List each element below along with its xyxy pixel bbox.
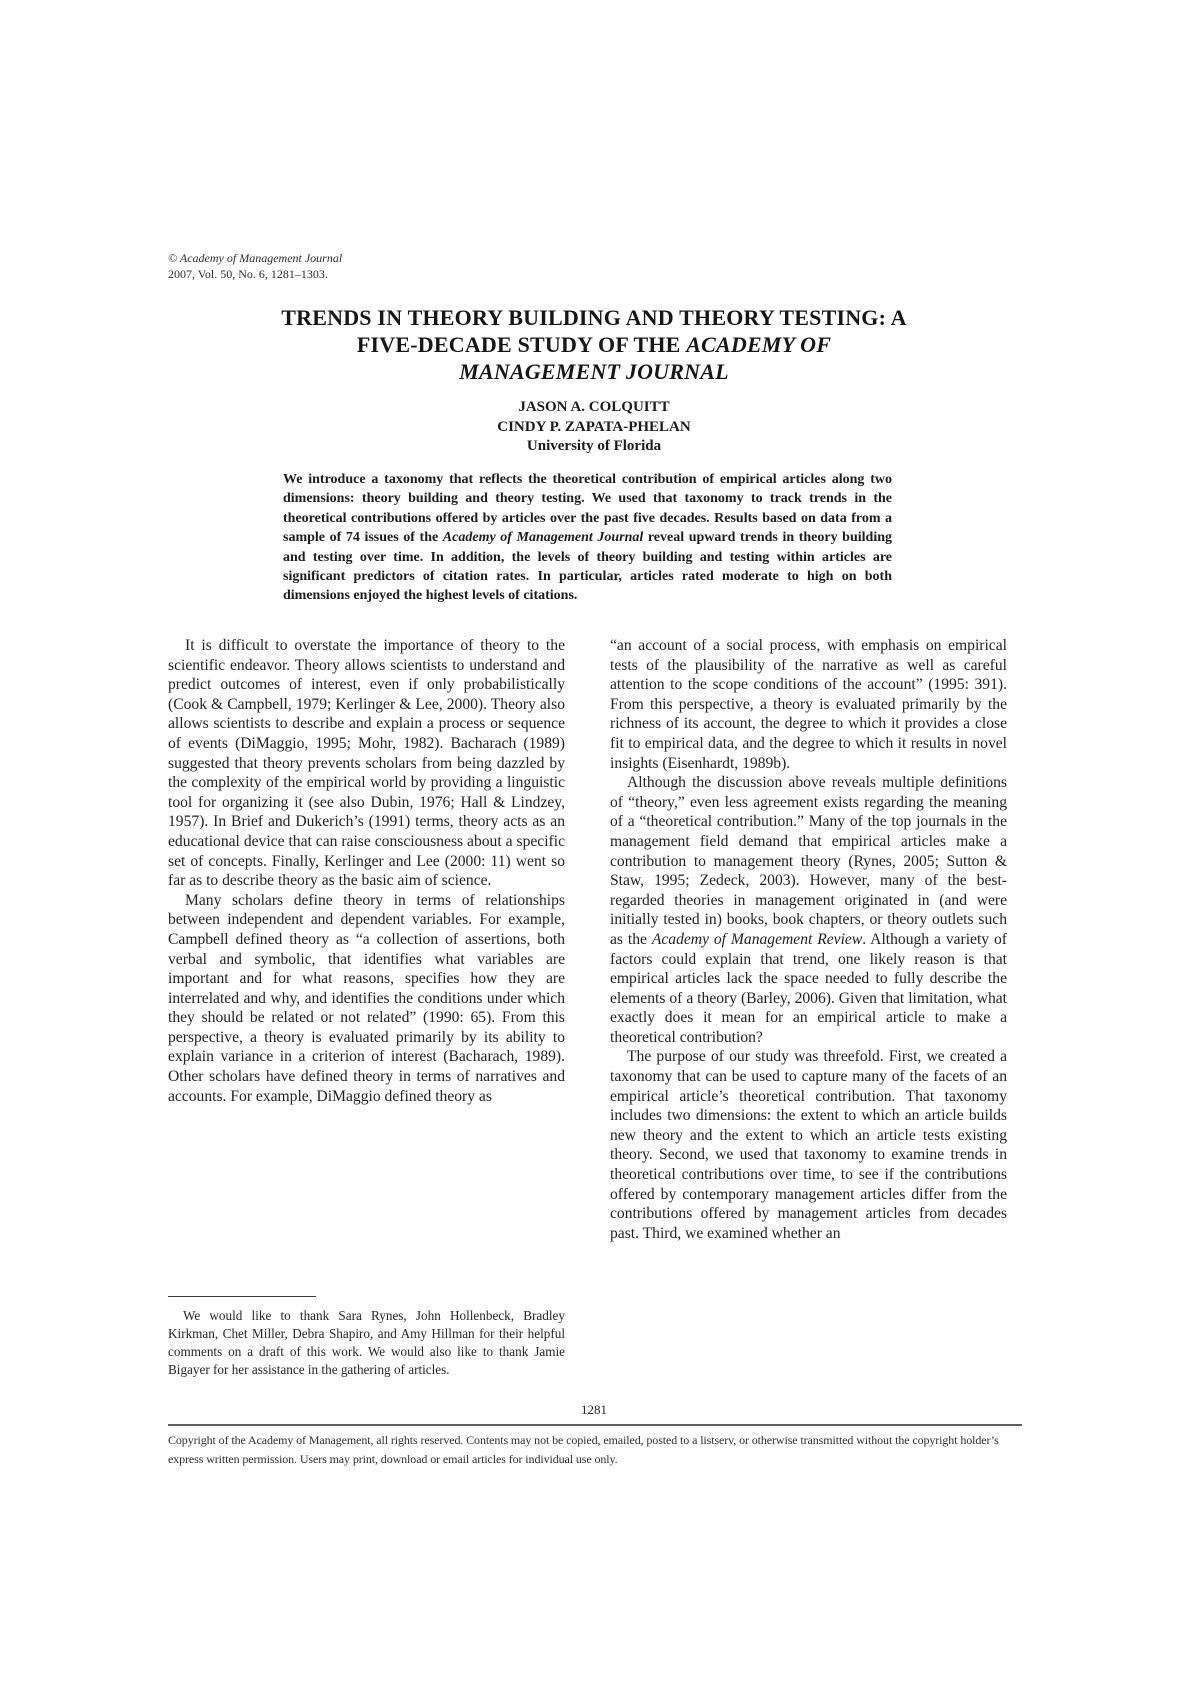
journal-issue-line: 2007, Vol. 50, No. 6, 1281–1303.	[168, 266, 328, 281]
journal-copyright-line: © Academy of Management Journal	[168, 251, 343, 265]
right-column	[610, 636, 1007, 1243]
author-affiliation: University of Florida	[526, 438, 662, 454]
author-name-1: JASON A. COLQUITT	[518, 399, 670, 415]
article-title	[168, 304, 1020, 385]
title-line-1: TRENDS IN THEORY BUILDING AND THEORY TESTING: A	[281, 305, 907, 330]
footer-divider	[168, 1424, 1022, 1426]
acknowledgments-footnote: We would like to thank Sara Rynes, John Hollenbeck, Bradley Kirkman, Chet Miller, Debra Shapiro, and Amy Hillman for their helpful comments on a draft of this work. We would also like to thank Jamie Bigayer for her assistance in the gathering of articles.	[168, 1308, 565, 1377]
copyright-notice: Copyright of the Academy of Management, all rights reserved. Contents may not be copied, emailed, posted to a listserv, or otherwise transmitted without the copyright holder’s express written permission. Users may print, download or email articles for individual use only.	[168, 1433, 999, 1466]
page-number: 1281	[581, 1402, 607, 1417]
abstract	[283, 470, 892, 606]
paragraph-text-part1: Although the discussion above reveals multiple definitions of “theory,” even less agreement exists regarding the meaning of a “theoretical contribution.” Many of the top journals in the management field demand that empirical articles make a contribution to management theory (Rynes, 2005; Sutton & Staw, 1995; Zedeck, 2003). However, many of the best-regarded theories in management originated in (and were initially tested in) books, book chapters, or theory outlets such as the	[610, 774, 1007, 948]
abstract-journal-name-italic: Academy of Management Journal	[442, 530, 644, 546]
body-paragraph: The purpose of our study was threefold. First, we created a taxonomy that can be used to capture many of the facets of an empirical article’s theoretical contribution. That taxonomy includes two dimensions: the extent to which an article builds new theory and the extent to which an article tests existing theory. Second, we used that taxonomy to examine trends in theoretical contributions over time, to see if the contributions offered by contemporary management articles differ from the contributions offered by management articles from decades past. Third, we examined whether an	[610, 1048, 1007, 1242]
body-paragraph: “an account of a social process, with emphasis on empirical tests of the plausibility of the narrative as well as careful attention to the scope conditions of the account” (1995: 391). From this perspective, a theory is evaluated primarily by the richness of its account, the degree to which it provides a close fit to empirical data, and the degree to which it results in novel insights (Eisenhardt, 1989b).	[610, 637, 1007, 772]
body-paragraph	[610, 773, 1007, 1047]
journal-header	[168, 251, 342, 282]
paragraph-text-part2: . Although a variety of factors could explain that trend, one likely reason is that empirical articles lack the space needed to fully describe the elements of a theory (Barley, 2006). Given that limitation, what exactly does it mean for an empirical article to make a theoretical contribution?	[610, 930, 1007, 1046]
footnote-divider	[168, 1296, 316, 1297]
left-column	[168, 636, 565, 1106]
body-paragraph: Many scholars define theory in terms of relationships between independent and dependent variables. For example, Campbell defined theory as “a collection of assertions, both verbal and symbolic, that identifies what variables are important and for what reasons, specifies how they are interrelated and why, and identifies the conditions under which they should be related or not related” (1990: 65). From this perspective, a theory is evaluated primarily by its ability to explain variance in a criterion of interest (Bacharach, 1989). Other scholars have defined theory in terms of narratives and accounts. For example, DiMaggio defined theory as	[168, 891, 565, 1105]
abstract-text-part1: We introduce a taxonomy that reflects the theoretical contribution of empirical articles along two dimensions: theory building and theory testing. We used that taxonomy to track trends in the theoretical contributions offered by articles over the past five decades. Results based on data from a sample of 74 issues of the	[283, 472, 892, 546]
author-name-2: CINDY P. ZAPATA-PHELAN	[497, 418, 691, 435]
author-block	[168, 398, 1020, 457]
title-line-3-italic: MANAGEMENT JOURNAL	[459, 359, 729, 384]
title-line-2-plain: FIVE-DECADE STUDY OF THE	[356, 332, 687, 357]
body-paragraph: It is difficult to overstate the importance of theory to the scientific endeavor. Theory allows scientists to understand and predict outcomes of interest, even if only probabilistically (Cook & Campbell, 1979; Kerlinger & Lee, 2000). Theory also allows scientists to describe and explain a process or sequence of events (DiMaggio, 1995; Mohr, 1982). Bacharach (1989) suggested that theory prevents scholars from being dazzled by the complexity of the empirical world by providing a linguistic tool for organizing it (see also Dubin, 1976; Hall & Lindzey, 1957). In Brief and Dukerich’s (1991) terms, theory acts as an educational device that can raise consciousness about a specific set of concepts. Finally, Kerlinger and Lee (2000: 11) went so far as to describe theory as the basic aim of science.	[168, 637, 565, 890]
title-line-2-italic: ACADEMY OF	[686, 332, 832, 357]
abstract-text-part2: reveal upward trends in theory building and testing over time. In addition, the levels of theory building and testing within articles are significant predictors of citation rates. In particular, articles rated moderate to high on both dimensions enjoyed the highest levels of citations.	[283, 530, 892, 604]
journal-name-italic: Academy of Management Review	[651, 930, 863, 948]
